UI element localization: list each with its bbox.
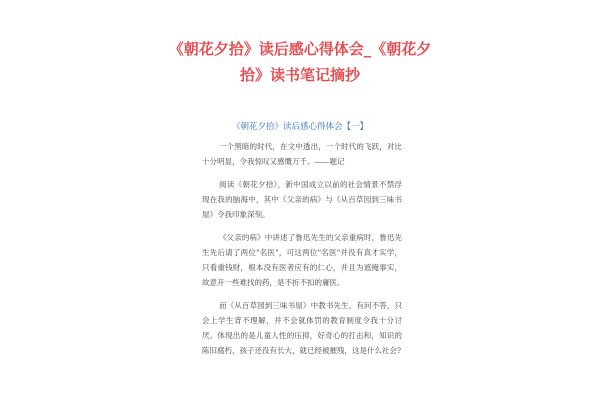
paragraph-father-illness: 《父亲的病》中讲述了鲁迅先生的父亲重病时，鲁迅先生先后请了两位"名医"，可这两位"名医"并没有真才实学，只看重钱财，根本没有医者应有的仁心，并且为遮掩事实，故意开一些难找的药，是不折不扣的庸医。	[202, 233, 402, 287]
document-title: 《朝花夕拾》读后感心得体会_《朝花夕拾》读书笔记摘抄	[168, 40, 432, 84]
paragraph-intro: 阅读《朝花夕拾》，新中国成立以前的社会情景不禁浮现在我的脑海中，其中《父亲的病》与《从百草园到三味书屋》令我印象深刻。	[202, 180, 402, 219]
document-body	[202, 139, 402, 366]
paragraph-epigraph: 一个黑暗的时代，在文中透出，一个时代的飞跃，对比十分明显，令我惊叹又感慨万千。——题记	[202, 142, 402, 166]
paragraph-school: 而《从百草园到三味书屋》中教书先生，有问不答，只会上学生背不理解，并不会就体罚的教育制度令我十分讨厌。体现出的是儿童人性的压抑，好奇心的打击和，知识的陈旧腐朽，孩子还没有长大，就已经被摧残，这是什么社会?	[202, 301, 402, 355]
section-heading: 《朝花夕拾》读后感心得体会【一】	[231, 122, 368, 132]
